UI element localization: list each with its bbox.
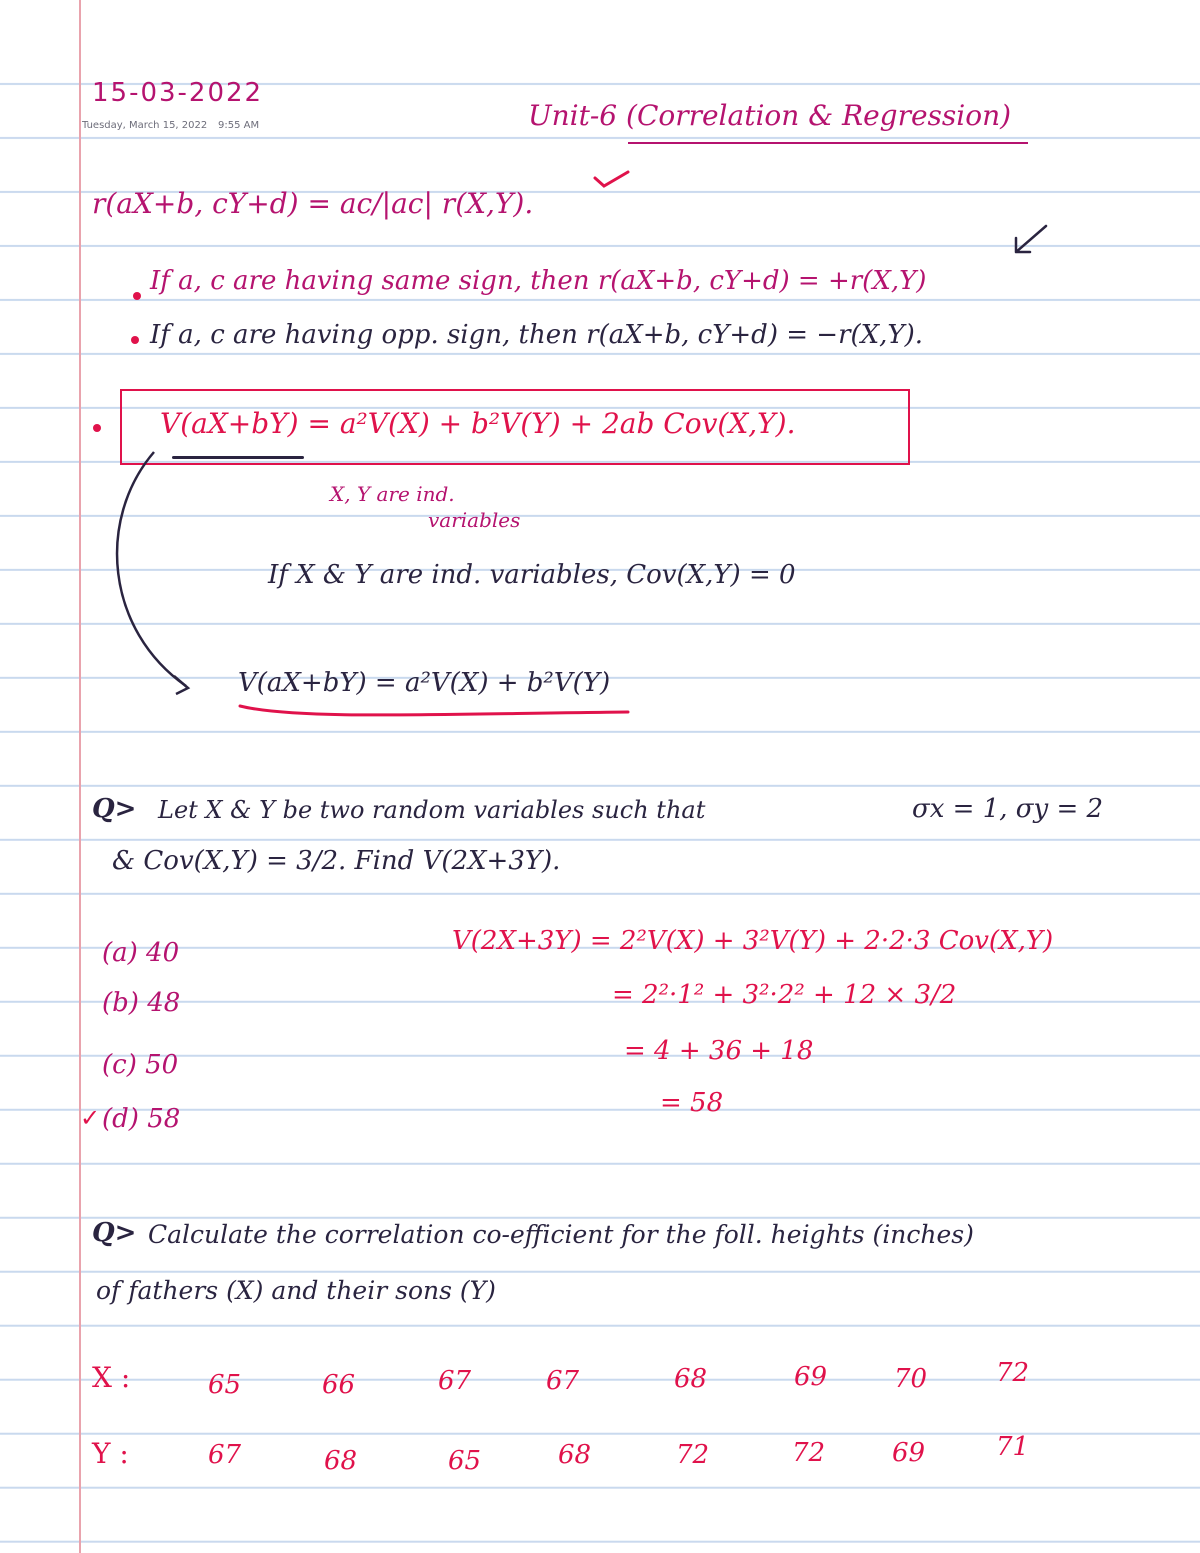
question1-line1: Let X & Y be two random variables such that bbox=[158, 796, 706, 824]
independent-variance-result: V(aX+bY) = a²V(X) + b²V(Y) bbox=[238, 668, 611, 698]
y-value: 69 bbox=[892, 1438, 926, 1468]
correlation-property-formula: r(aX+b, cY+d) = ac/|ac| r(X,Y). bbox=[92, 187, 534, 220]
x-value: 65 bbox=[208, 1370, 242, 1400]
x-value: 67 bbox=[546, 1366, 580, 1396]
bullet bbox=[93, 424, 101, 432]
y-value: 72 bbox=[676, 1440, 710, 1470]
variance-formula: V(aX+bY) = a²V(X) + b²V(Y) + 2ab Cov(X,Y). bbox=[160, 407, 796, 440]
solution-line2: = 2²·1² + 3²·2² + 12 × 3/2 bbox=[612, 980, 957, 1010]
side-note-line2: variables bbox=[428, 508, 521, 532]
x-row-label: X : bbox=[92, 1361, 131, 1394]
timestamp-time: 9:55 AM bbox=[218, 120, 260, 131]
y-value: 71 bbox=[996, 1432, 1030, 1462]
question2-label: Q> bbox=[92, 1218, 137, 1248]
question1-line2: & Cov(X,Y) = 3/2. Find V(2X+3Y). bbox=[112, 846, 561, 876]
y-value: 68 bbox=[558, 1440, 592, 1470]
y-value: 72 bbox=[792, 1438, 826, 1468]
option-d: (d) 58 bbox=[102, 1104, 181, 1134]
curved-arrow bbox=[96, 440, 356, 700]
question1-sigmas: σx = 1, σy = 2 bbox=[912, 794, 1104, 824]
x-value: 68 bbox=[674, 1364, 708, 1394]
page-title: Unit-6 (Correlation & Regression) bbox=[528, 99, 1012, 132]
x-value: 67 bbox=[438, 1366, 472, 1396]
solution-line3: = 4 + 36 + 18 bbox=[624, 1036, 814, 1066]
y-value: 67 bbox=[208, 1440, 242, 1470]
y-value: 65 bbox=[448, 1446, 482, 1476]
margin-line bbox=[79, 0, 81, 1553]
title-underline bbox=[628, 142, 1028, 144]
correct-answer-mark: ✓ bbox=[80, 1104, 101, 1132]
same-sign-rule: If a, c are having same sign, then r(aX+b, cY+d) = +r(X,Y) bbox=[150, 266, 927, 296]
side-note-line1: X, Y are ind. bbox=[330, 482, 455, 506]
x-value: 72 bbox=[996, 1358, 1030, 1388]
option-a: (a) 40 bbox=[102, 938, 180, 968]
bullet bbox=[133, 292, 141, 300]
question2-line1: Calculate the correlation co-efficient for the foll. heights (inches) bbox=[148, 1220, 974, 1249]
question1-label: Q> bbox=[92, 794, 137, 824]
x-value: 70 bbox=[894, 1364, 928, 1394]
check-icon bbox=[592, 168, 632, 192]
y-value: 68 bbox=[324, 1446, 358, 1476]
arrow-icon bbox=[1008, 222, 1052, 258]
opp-sign-rule: If a, c are having opp. sign, then r(aX+b, cY+d) = −r(X,Y). bbox=[150, 320, 923, 350]
x-value: 66 bbox=[322, 1370, 356, 1400]
solution-line1: V(2X+3Y) = 2²V(X) + 3²V(Y) + 2·2·3 Cov(X,Y) bbox=[452, 926, 1054, 956]
question2-line2: of fathers (X) and their sons (Y) bbox=[96, 1276, 496, 1305]
bullet bbox=[131, 336, 139, 344]
option-c: (c) 50 bbox=[102, 1050, 179, 1080]
x-value: 69 bbox=[794, 1362, 828, 1392]
date: 15-03-2022 bbox=[92, 78, 264, 108]
solution-line4: = 58 bbox=[660, 1088, 724, 1118]
timestamp-day: Tuesday, March 15, 2022 bbox=[82, 120, 208, 131]
option-b: (b) 48 bbox=[102, 988, 181, 1018]
result-underline bbox=[236, 700, 636, 724]
independence-note: If X & Y are ind. variables, Cov(X,Y) = 0 bbox=[268, 560, 796, 590]
y-row-label: Y : bbox=[92, 1437, 129, 1470]
